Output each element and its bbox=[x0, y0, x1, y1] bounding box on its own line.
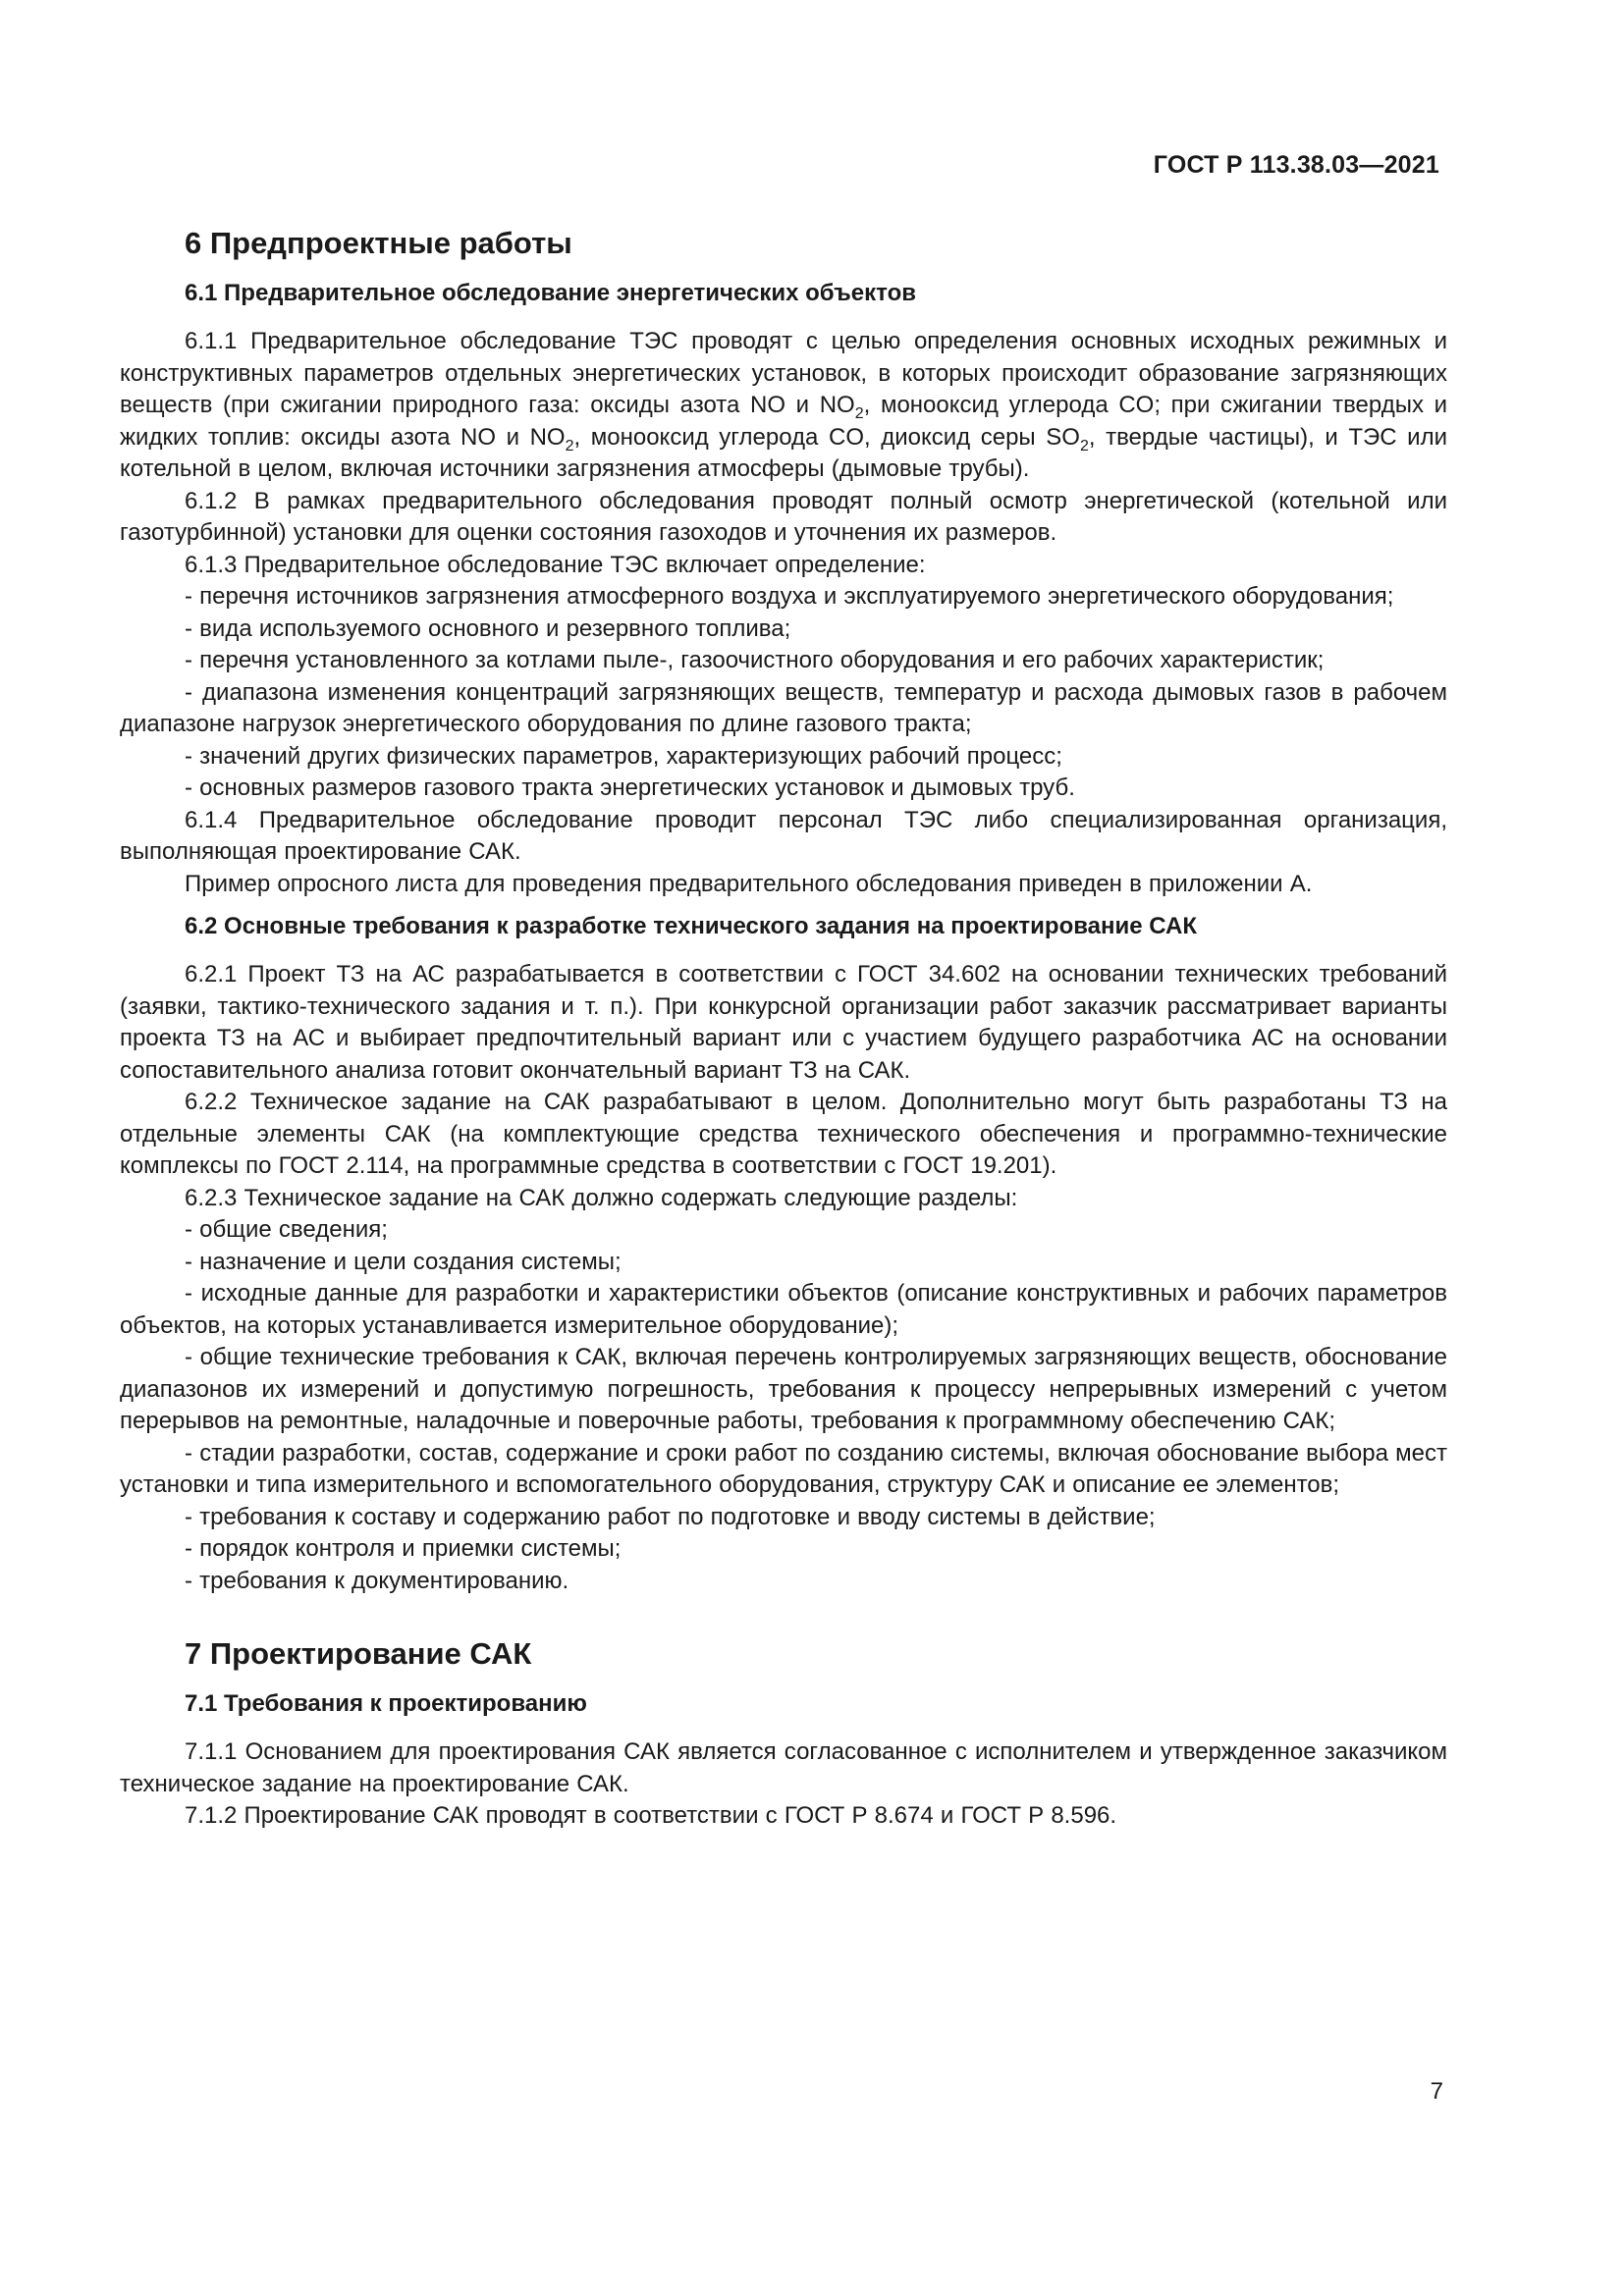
section-6-title: 6 Предпроектные работы bbox=[185, 226, 572, 260]
list-item: - перечня источников загрязнения атмосферного воздуха и эксплуатируемого энергетического оборудования; bbox=[185, 583, 1394, 610]
list-item: - требования к составу и содержанию работ по подготовке и вводу системы в действие; bbox=[185, 1503, 1156, 1530]
list-item: - общие технические требования к САК, включая перечень контролируемых загрязняющих веществ, обоснование диапазонов их измерений и допустимую погрешность, требования к процессу непрерывных измерений с учетом перерывов на ремонтные, наладочные и поверочные работы, требования к программному обеспечению САК; bbox=[120, 1344, 1447, 1434]
paragraph-6-2-3: 6.2.3 Техническое задание на САК должно содержать следующие разделы: bbox=[185, 1184, 1018, 1211]
paragraph-6-1-3: 6.1.3 Предварительное обследование ТЭС включает определение: bbox=[185, 551, 926, 578]
list-item: - диапазона изменения концентраций загрязняющих веществ, температур и расхода дымовых газов в рабочем диапазоне нагрузок энергетического оборудования по длине газового тракта; bbox=[120, 678, 1447, 737]
paragraph-6-1-4: 6.1.4 Предварительное обследование проводит персонал ТЭС либо специализированная организация, выполняющая проектирование САК. bbox=[120, 806, 1447, 865]
document-id-header: ГОСТ Р 113.38.03—2021 bbox=[1153, 151, 1439, 179]
paragraph-6-1-1 bbox=[120, 326, 1447, 486]
list-item: - общие сведения; bbox=[185, 1216, 388, 1243]
section-7-title: 7 Проектирование САК bbox=[185, 1636, 532, 1671]
list-item: - значений других физических параметров, характеризующих рабочий процесс; bbox=[185, 742, 1062, 770]
text-run: , монооксид углерода CO; при сжигании твердых и жидких топлив: оксиды азота NO и NO bbox=[120, 392, 1448, 451]
section-6-1-title: 6.1 Предварительное обследование энергетических объектов bbox=[185, 280, 916, 306]
paragraph-6-1-4-note: Пример опросного листа для проведения предварительного обследования приведен в приложении А. bbox=[185, 870, 1313, 897]
paragraph-6-2-2: 6.2.2 Техническое задание на САК разрабатывают в целом. Дополнительно могут быть разработаны ТЗ на отдельные элементы САК (на комплектующие средства технического обеспечения и программно-технические комплексы по ГОСТ 2.114, на программные средства в соответствии с ГОСТ 19.201). bbox=[120, 1089, 1447, 1179]
list-item: - порядок контроля и приемки системы; bbox=[185, 1535, 622, 1562]
page-number: 7 bbox=[1430, 2078, 1443, 2105]
subscript: 2 bbox=[854, 405, 864, 422]
text-run: , твердые частицы), и ТЭС или котельной в целом, включая источники загрязнения атмосферы (дымовые трубы). bbox=[120, 423, 1447, 482]
subscript: 2 bbox=[1079, 437, 1089, 454]
paragraph-6-1-2: 6.1.2 В рамках предварительного обследования проводят полный осмотр энергетической (котельной или газотурбинной) установки для оценки состояния газоходов и уточнения их размеров. bbox=[120, 487, 1447, 546]
list-item: - основных размеров газового тракта энергетических установок и дымовых труб. bbox=[185, 774, 1075, 801]
paragraph-6-2-1: 6.2.1 Проект ТЗ на АС разрабатывается в соответствии с ГОСТ 34.602 на основании технических требований (заявки, тактико-технического задания и т. п.). При конкурсной организации работ заказчик рассматривает варианты проекта ТЗ на АС и выбирает предпочтительный вариант или с участием будущего разработчика АС на основании сопоставительного анализа готовит окончательный вариант ТЗ на САК. bbox=[120, 961, 1447, 1084]
paragraph-7-1-1: 7.1.1 Основанием для проектирования САК является согласованное с исполнителем и утвержденное заказчиком техническое задание на проектирование САК. bbox=[120, 1738, 1447, 1797]
list-item: - стадии разработки, состав, содержание и сроки работ по созданию системы, включая обоснование выбора мест установки и типа измерительного и вспомогательного оборудования, структуру САК и описание ее элементов; bbox=[120, 1439, 1447, 1498]
section-6-2-title: 6.2 Основные требования к разработке технического задания на проектирование САК bbox=[185, 913, 1197, 939]
list-item: - вида используемого основного и резервного топлива; bbox=[185, 614, 791, 642]
list-item: - перечня установленного за котлами пыле-, газоочистного оборудования и его рабочих характеристик; bbox=[185, 647, 1325, 673]
text-run: , монооксид углерода CO, диоксид серы SO bbox=[573, 423, 1080, 451]
subscript: 2 bbox=[565, 437, 574, 454]
list-item: - исходные данные для разработки и характеристики объектов (описание конструктивных и рабочих параметров объектов, на которых устанавливается измерительное оборудование); bbox=[120, 1280, 1447, 1339]
list-item: - требования к документированию. bbox=[185, 1567, 569, 1594]
list-item: - назначение и цели создания системы; bbox=[185, 1248, 622, 1275]
section-7-1-title: 7.1 Требования к проектированию bbox=[185, 1690, 587, 1717]
paragraph-7-1-2: 7.1.2 Проектирование САК проводят в соответствии с ГОСТ Р 8.674 и ГОСТ Р 8.596. bbox=[185, 1802, 1117, 1829]
text-run: 6.1.1 Предварительное обследование ТЭС проводят с целью определения основных исходных режимных и конструктивных параметров отдельных энергетических установок, в которых происходит образование загрязняющих веществ (при сжигании природного газа: оксиды азота NO и NO bbox=[120, 328, 1447, 418]
